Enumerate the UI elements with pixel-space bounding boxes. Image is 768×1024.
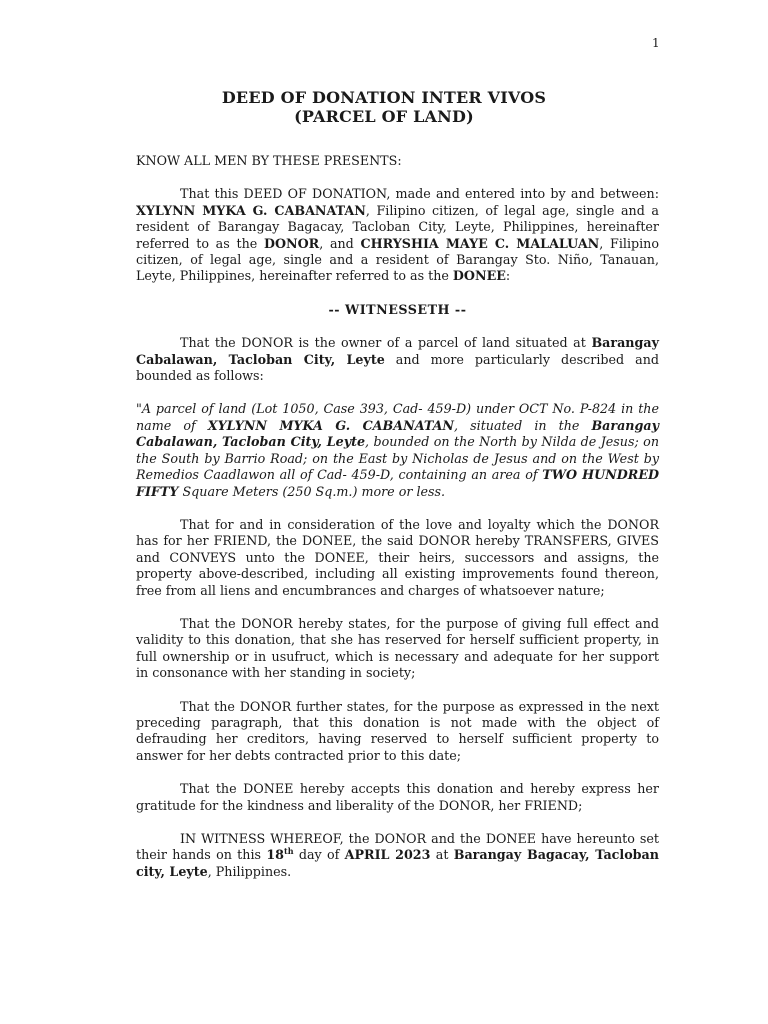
document-body — [136, 153, 659, 897]
witness-whereof-paragraph: IN WITNESS WHEREOF, the DONOR and the DONEE have hereunto set their hands on this 18th day of APRIL 2023 at Barangay Bagacay, Tacloban city, Leyte, Philippines. — [136, 831, 659, 879]
property-description-quote: "A parcel of land (Lot 1050, Case 393, Cad- 459-D) under OCT No. P-824 in the name of XYLYNN MYKA G. CABANATAN, situated in the Barangay Cabalawan, Tacloban City, Leyte, bounded on the North by Nilda de Jesus; on the South by Barrio Road; on the East by Nicholas de Jesus and on the West by Remedios Caadlawon all of Cad- 459-D, containing an area of TWO HUNDRED FIFTY Square Meters (250 Sq.m.) more or less. — [136, 401, 659, 499]
ownership-paragraph: That the DONOR is the owner of a parcel of land situated at Barangay Cabalawan, Tacloban City, Leyte and more particularly described and bounded as follows: — [136, 335, 659, 384]
witnesseth-heading: -- WITNESSETH -- — [328, 301, 467, 317]
property-location: Barangay Cabalawan, Tacloban City, Leyte — [136, 335, 659, 367]
signing-day: 18th — [266, 846, 294, 863]
donor-label: DONOR — [263, 235, 320, 251]
reservation-paragraph: That the DONOR hereby states, for the purpose of giving full effect and validity to this donation, that she has reserved for herself sufficient property, in full ownership or in usufruct, which is necessary and adequate for her support in consonance with her standing in society; — [136, 615, 659, 681]
signing-place: Barangay Bagacay, Tacloban city, Leyte — [136, 847, 659, 879]
donee-label: DONEE — [452, 268, 506, 284]
greeting: KNOW ALL MEN BY THESE PRESENTS: — [136, 153, 402, 168]
acceptance-paragraph: That the DONEE hereby accepts this donation and hereby express her gratitude for the kindness and liberality of the DONOR, her FRIEND; — [136, 781, 659, 813]
donee-name: CHRYSHIA MAYE C. MALALUAN — [360, 235, 600, 251]
transfer-paragraph: That for and in consideration of the love and loyalty which the DONOR has for her FRIEND, the DONEE, the said DONOR hereby TRANSFERS, GIVES and CONVEYS unto the DONEE, their heirs, successors and assigns, the property above-described, including all existing improvements found thereon, free from all liens and encumbrances and charges of whatsoever nature; — [136, 516, 659, 598]
parties-paragraph: That this DEED OF DONATION, made and entered into by and between: XYLYNN MYKA G. CABANATAN, Filipino citizen, of legal age, single and a resident of Barangay Bagacay, Tacloban City, Leyte, Philippines, hereinafter referred to as the DONOR, and CHRYSHIA MAYE C. MALALUAN, Filipino citizen, of legal age, single and a resident of Barangay Sto. Niño, Tanauan, Leyte, Philippines, hereinafter referred to as the DONEE: — [136, 186, 659, 284]
page-number: 1 — [652, 36, 660, 50]
donor-name: XYLYNN MYKA G. CABANATAN — [136, 202, 366, 218]
signing-month-year: APRIL 2023 — [344, 847, 431, 863]
document-title: DEED OF DONATION INTER VIVOS — [221, 88, 547, 107]
document-subtitle: (PARCEL OF LAND) — [294, 107, 474, 126]
creditors-paragraph: That the DONOR further states, for the purpose as expressed in the next preceding paragraph, that this donation is not made with the object of defrauding her creditors, having reserved to herself sufficient property to answer for her debts contracted prior to this date; — [136, 698, 659, 763]
